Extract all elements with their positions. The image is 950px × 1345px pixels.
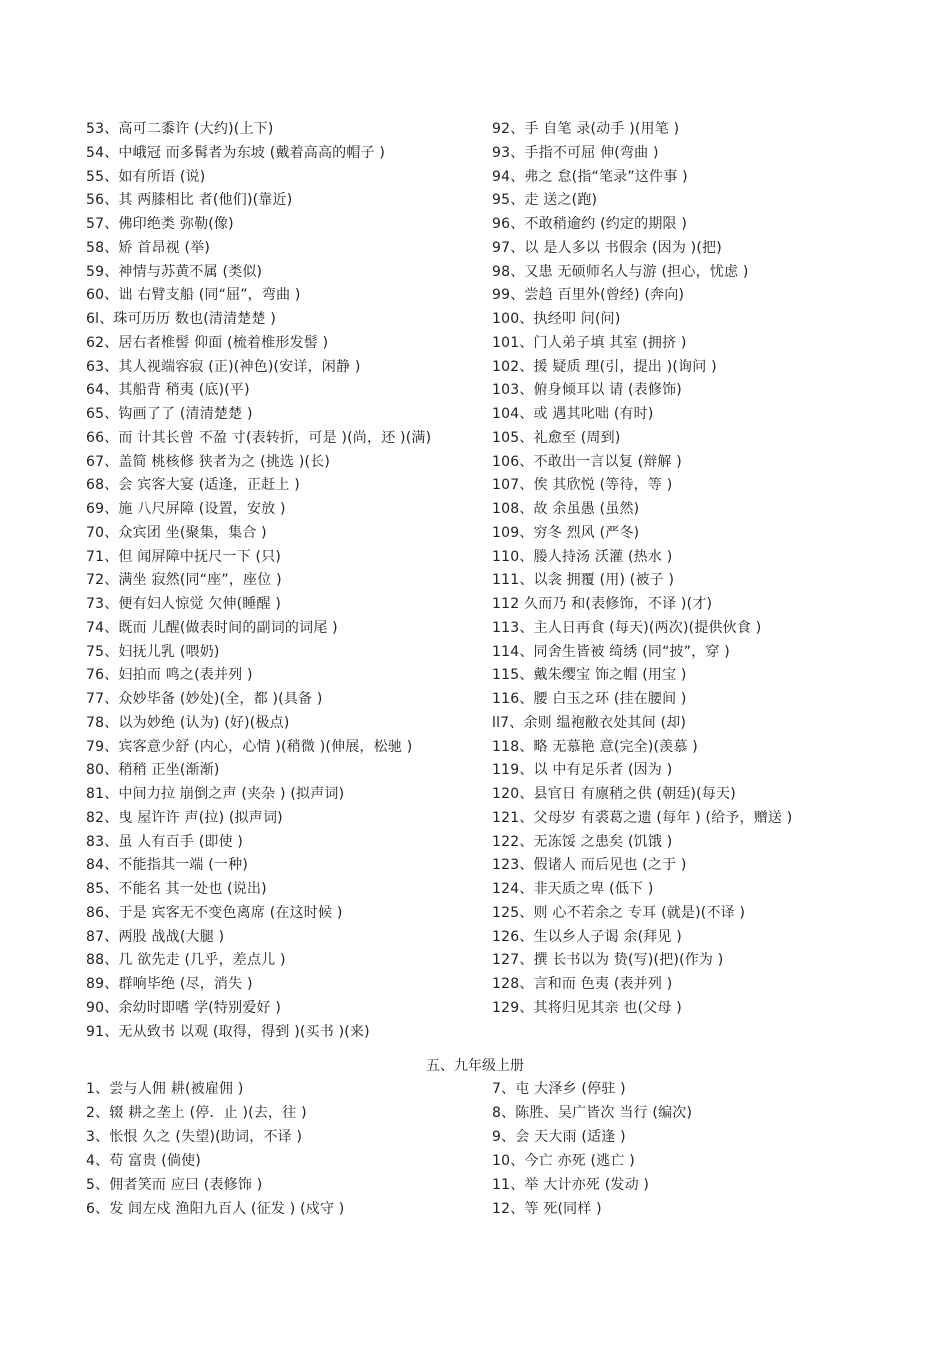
- list-item: 110、媵人持汤 沃灌 (热水 ): [492, 548, 673, 565]
- list-item: 5、佣者笑而 应曰 (表修饰 ): [86, 1177, 263, 1193]
- list-item: 80、稍稍 正坐(渐渐): [86, 762, 220, 779]
- list-item: 125、则 心不若余之 专耳 (就是)(不译 ): [492, 904, 746, 921]
- list-item: 105、礼愈至 (周到): [492, 429, 621, 446]
- list-item: 67、盖简 桃核修 狭者为之 (挑选 )(长): [86, 453, 331, 470]
- list-item: 98、又患 无硕师名人与游 (担心，忧虑 ): [492, 263, 749, 280]
- list-item: 127、撰 长书以为 贽(写)(把)(作为 ): [492, 952, 724, 969]
- list-item: 55、如有所语 (说): [86, 168, 206, 185]
- list-item: 126、生以乡人子谒 余(拜见 ): [492, 928, 682, 945]
- list-item: 58、矫 首昂视 (举): [86, 239, 211, 256]
- list-item: 8、陈胜、吴广皆次 当行 (编次): [492, 1105, 693, 1121]
- list-item: 91、无从致书 以观 (取得，得到 )(买书 )(来): [86, 1023, 370, 1040]
- list-item: 107、俟 其欣悦 (等待，等 ): [492, 477, 673, 494]
- section-heading: 五、九年级上册: [426, 1058, 524, 1074]
- list-item: 101、门人弟子填 其室 (拥挤 ): [492, 334, 687, 351]
- list-item: 65、钩画了了 (清清楚楚 ): [86, 406, 253, 422]
- section2-left-column: [86, 1077, 344, 1221]
- list-item: 93、手指不可屈 伸(弯曲 ): [492, 144, 659, 161]
- list-item: 66、而 计其长曾 不盈 寸(表转折，可是 )(尚，还 )(满): [86, 429, 432, 446]
- section2-right-column: [492, 1077, 692, 1221]
- list-item: 60、诎 右臂支船 (同“屈”，弯曲 ): [86, 287, 301, 304]
- list-item: 100、执经叩 问(问): [492, 311, 621, 327]
- list-item: 2、辍 耕之垄上 (停．止 )(去，往 ): [86, 1105, 307, 1121]
- list-item: 77、众妙毕备 (妙处)(全，都 )(具备 ): [86, 691, 323, 707]
- list-item: 94、弗之 怠(指“笔录”这件事 ): [492, 168, 688, 185]
- list-item: 53、高可二黍许 (大约)(上下): [86, 121, 274, 137]
- list-item: ll7、余则 缊袍敝衣处其间 (却): [492, 714, 687, 731]
- list-item: 1、尝与人佣 耕(被雇佣 ): [86, 1081, 244, 1097]
- list-item: 111、以衾 拥覆 (用) (被子 ): [492, 572, 675, 589]
- list-item: 109、穷冬 烈风 (严冬): [492, 524, 640, 541]
- list-item: 123、假诸人 而后见也 (之于 ): [492, 857, 687, 874]
- list-item: 99、尝趋 百里外(曾经) (奔向): [492, 287, 685, 304]
- list-item: 6l、珠可历历 数也(清清楚楚 ): [86, 311, 277, 327]
- list-item: 83、虽 人有百手 (即使 ): [86, 833, 244, 850]
- list-item: 124、非天质之卑 (低下 ): [492, 881, 654, 897]
- list-item: 129、其将归见其亲 也(父母 ): [492, 999, 682, 1016]
- list-item: 106、不敢出一言以复 (辩解 ): [492, 453, 682, 470]
- list-item: 122、无冻馁 之患矣 (饥饿 ): [492, 833, 673, 850]
- list-item: 72、满坐 寂然(同“座”，座位 ): [86, 572, 282, 589]
- list-item: 86、于是 宾客无不变色离席 (在这时候 ): [86, 904, 343, 921]
- list-item: 116、腰 白玉之环 (挂在腰间 ): [492, 691, 687, 707]
- list-item: 114、同舍生皆被 绮绣 (同“披”，穿 ): [492, 643, 730, 660]
- list-item: 115、戴朱缨宝 饰之帽 (用宝 ): [492, 667, 687, 684]
- list-item: 85、不能名 其一处也 (说出): [86, 881, 267, 897]
- list-item: 128、言和而 色夷 (表并列 ): [492, 976, 673, 992]
- left-column: [86, 118, 431, 1044]
- list-item: 92、手 自笔 录(动手 )(用笔 ): [492, 121, 680, 137]
- list-item: 120、县官日 有廪稍之供 (朝廷)(每天): [492, 786, 736, 802]
- list-item: 119、以 中有足乐者 (因为 ): [492, 762, 673, 779]
- list-item: 9、会 天大雨 (适逢 ): [492, 1129, 626, 1145]
- right-column: [492, 118, 792, 1021]
- list-item: 70、众宾团 坐(聚集，集合 ): [86, 524, 267, 541]
- list-item: 62、居右者椎髻 仰面 (梳着椎形发髻 ): [86, 334, 329, 351]
- list-item: 64、其船背 稍夷 (底)(平): [86, 382, 250, 399]
- list-item: 3、怅恨 久之 (失望)(助词，不译 ): [86, 1129, 303, 1145]
- list-item: 75、妇抚儿乳 (喂奶): [86, 643, 220, 660]
- list-item: 89、群响毕绝 (尽，消失 ): [86, 976, 253, 992]
- list-item: 69、施 八尺屏障 (设置，安放 ): [86, 501, 286, 517]
- list-item: 88、几 欲先走 (几乎，差点儿 ): [86, 952, 286, 969]
- list-item: 96、不敢稍逾约 (约定的期限 ): [492, 216, 688, 232]
- list-item: 63、其人视端容寂 (正)(神色)(安详，闲静 ): [86, 358, 361, 375]
- list-item: 108、故 余虽愚 (虽然): [492, 501, 640, 517]
- list-item: 6、发 闾左戍 渔阳九百人 (征发 ) (戍守 ): [86, 1201, 345, 1217]
- list-item: 78、以为妙绝 (认为) (好)(极点): [86, 714, 290, 731]
- list-item: 95、走 送之(跑): [492, 192, 598, 209]
- list-item: 7、屯 大泽乡 (停驻 ): [492, 1081, 626, 1097]
- list-item: 57、佛印绝类 弥勒(像): [86, 216, 234, 232]
- list-item: 56、其 两膝相比 者(他们)(靠近): [86, 192, 293, 209]
- list-item: 54、中峨冠 而多髯者为东坡 (戴着高高的帽子 ): [86, 144, 386, 161]
- list-item: 113、主人日再食 (每天)(两次)(提供伙食 ): [492, 619, 762, 636]
- list-item: 71、但 闻屏障中抚尺一下 (只): [86, 548, 282, 565]
- list-item: 81、中间力拉 崩倒之声 (夹杂 ) (拟声词): [86, 786, 345, 802]
- list-item: 90、余幼时即嗜 学(特别爱好 ): [86, 999, 282, 1016]
- list-item: 68、会 宾客大宴 (适逢，正赶上 ): [86, 477, 300, 494]
- list-item: 73、便有妇人惊觉 欠伸(睡醒 ): [86, 596, 282, 612]
- list-item: 104、或 遇其叱咄 (有时): [492, 406, 654, 422]
- list-item: 10、今亡 亦死 (逃亡 ): [492, 1153, 635, 1169]
- list-item: 87、两股 战战(大腿 ): [86, 928, 225, 945]
- list-item: 59、神情与苏黄不属 (类似): [86, 263, 263, 280]
- list-item: 11、举 大计亦死 (发动 ): [492, 1177, 650, 1193]
- list-item: 103、俯身倾耳以 请 (表修饰): [492, 382, 682, 399]
- list-item: 121、父母岁 有裘葛之遗 (每年 ) (给予，赠送 ): [492, 809, 793, 826]
- list-item: 118、略 无慕艳 意(完全)(羡慕 ): [492, 738, 698, 755]
- list-item: 97、以 是人多以 书假余 (因为 )(把): [492, 239, 722, 256]
- list-item: 82、曳 屋许许 声(拉) (拟声词): [86, 809, 283, 826]
- list-item: 76、妇拍而 鸣之(表并列 ): [86, 667, 253, 684]
- list-item: 4、苟 富贵 (倘使): [86, 1153, 201, 1169]
- list-item: 84、不能指其一端 (一种): [86, 857, 248, 874]
- list-item: 12、等 死(同样 ): [492, 1201, 602, 1217]
- list-item: 112 久而乃 和(表修饰，不译 )(才): [492, 596, 713, 612]
- list-item: 74、既而 儿醒(做表时间的副词的词尾 ): [86, 619, 338, 636]
- list-item: 102、援 疑质 理(引，提出 )(询问 ): [492, 358, 717, 375]
- list-item: 79、宾客意少舒 (内心，心情 )(稍微 )(伸展，松驰 ): [86, 738, 413, 755]
